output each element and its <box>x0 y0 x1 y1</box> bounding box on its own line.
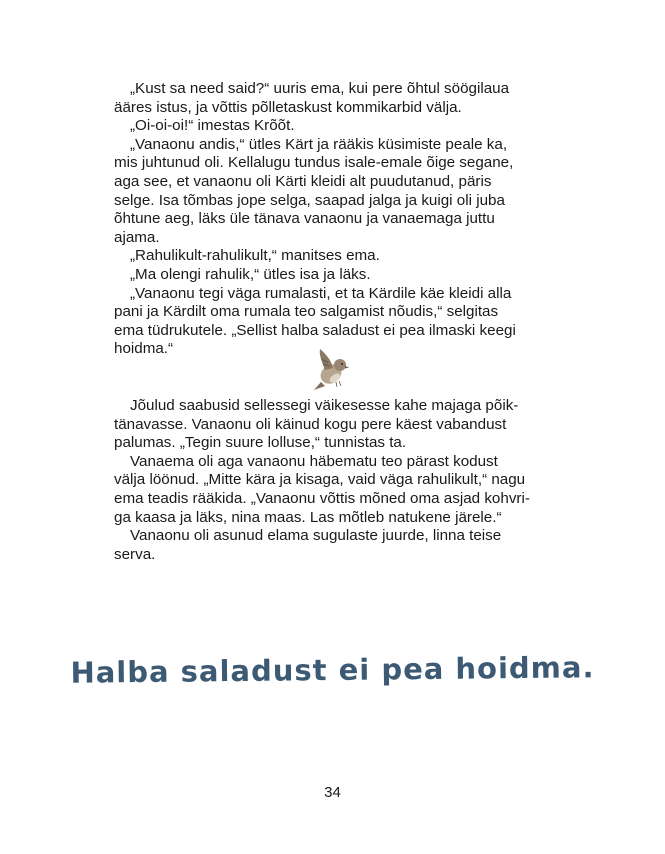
page-number: 34 <box>324 784 341 801</box>
text-line: „Ma olengi rahulik,“ ütles isa ja läks. <box>130 265 371 283</box>
text-line: „Vanaonu andis,“ ütles Kärt ja rääkis küsimiste peale ka, <box>130 135 508 153</box>
text-line: ema tüdrukutele. „Sellist halba saladust ei pea ilmaski keegi <box>114 321 516 339</box>
text-line: aga see, et vanaonu oli Kärti kleidi alt puudutanud, päris <box>114 172 492 190</box>
text-line: Vanaema oli aga vanaonu häbematu teo pärast kodust <box>130 452 498 470</box>
text-line: „Rahulikult-rahulikult,“ manitses ema. <box>130 247 380 265</box>
text-line: välja löönud. „Mitte kära ja kisaga, vaid väga rahulikult,“ nagu <box>114 471 526 489</box>
text-line: õhtune aeg, läks üle tänava vanaonu ja vanaemaga juttu <box>114 210 495 228</box>
story-paragraph-1 <box>114 80 554 359</box>
text-line: „Oi-oi-oi!“ imestas Krõõt. <box>130 117 295 135</box>
text-line: pani ja Kärdilt oma rumala teo salgamist nõudis,“ selgitas <box>114 303 499 321</box>
sparrow-icon <box>311 346 353 392</box>
text-line: „Vanaonu tegi väga rumalasti, et ta Kärdile käe kleidi alla <box>130 284 512 302</box>
text-line: palumas. „Tegin suure lolluse,“ tunnistas ta. <box>114 434 407 452</box>
story-paragraph-2 <box>114 397 554 564</box>
text-line: ga kaasa ja läks, nina maas. Las mõtleb natukene järele.“ <box>114 508 502 526</box>
text-line: Vanaonu oli asunud elama sugulaste juurde, linna teise <box>130 527 502 545</box>
text-line: ajama. <box>114 228 160 246</box>
text-line: „Kust sa need said?“ uuris ema, kui pere õhtul söögilaua <box>130 80 510 97</box>
text-line: serva. <box>114 545 156 563</box>
text-line: selge. Isa tõmbas jope selga, saapad jalga ja kuigi oli juba <box>114 191 505 209</box>
text-line: hoidma.“ <box>114 340 174 358</box>
text-line: Jõulud saabusid sellessegi väikesesse kahe majaga põik- <box>130 397 519 414</box>
text-line: ema teadis rääkida. „Vanaonu võttis mõned oma asjad kohvri- <box>114 489 530 507</box>
text-line: mis juhtunud oli. Kellalugu tundus isale-emale õige segane, <box>114 154 514 172</box>
moral-tagline: Halba saladust ei pea hoidma. <box>70 650 595 690</box>
text-line: ääres istus, ja võttis põlletaskust kommikarbid välja. <box>114 98 462 116</box>
text-line: tänavasse. Vanaonu oli käinud kogu pere käest vabandust <box>114 415 507 433</box>
